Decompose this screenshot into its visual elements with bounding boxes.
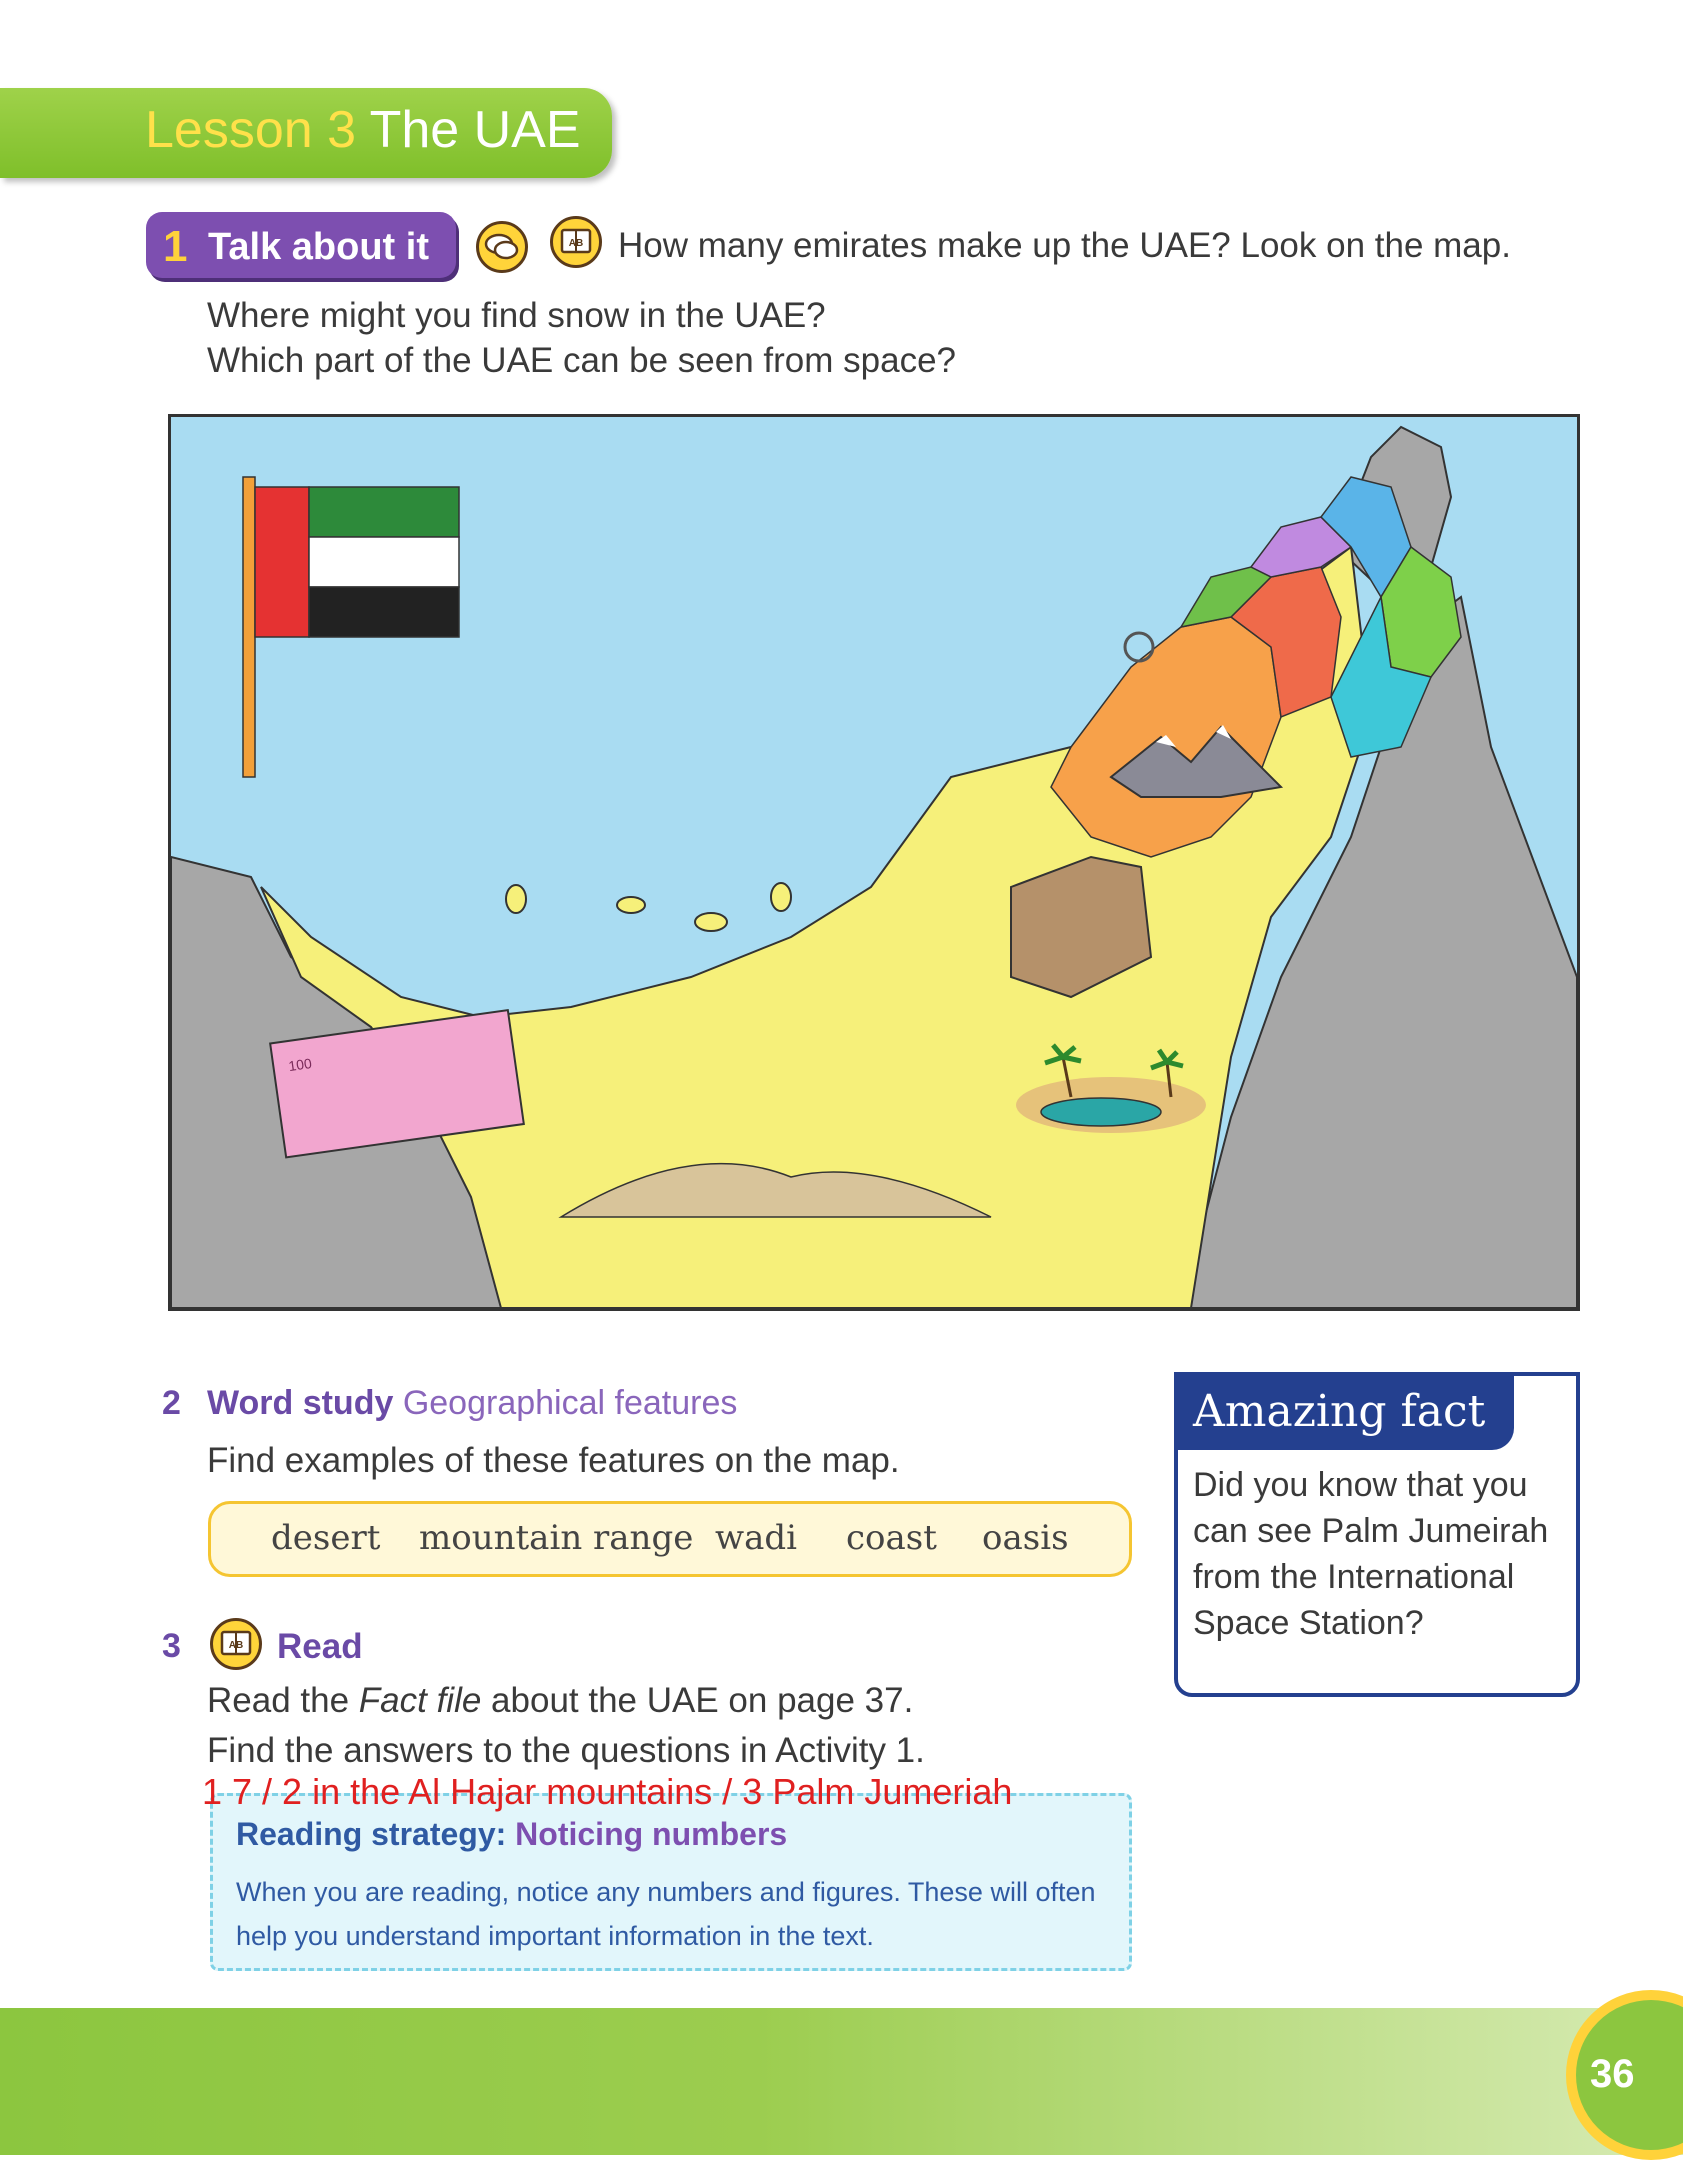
island xyxy=(617,897,645,913)
activity-1-number: 1 xyxy=(163,222,188,271)
read-line1-post: about the UAE on page 37. xyxy=(481,1681,914,1720)
activity-2-number: 2 xyxy=(162,1384,181,1422)
word-wadi: wadi xyxy=(715,1518,798,1558)
word-study-title xyxy=(207,1384,737,1423)
oasis-water xyxy=(1041,1098,1161,1126)
word-study-subtitle: Geographical features xyxy=(402,1384,738,1422)
activity-3-number: 3 xyxy=(162,1627,181,1665)
activity-book-icon xyxy=(550,216,602,268)
fact-file-italic: Fact file xyxy=(358,1681,482,1720)
flag-black-band xyxy=(309,587,459,637)
lesson-title xyxy=(145,100,581,160)
read-instruction-1 xyxy=(207,1681,913,1721)
reading-strategy-label: Reading strategy: xyxy=(236,1816,507,1852)
uae-map-illustration xyxy=(171,417,1577,1308)
banknote-value: 100 xyxy=(287,1054,313,1075)
activity-book-icon xyxy=(210,1618,262,1670)
read-instruction-2: Find the answers to the questions in Activity 1. xyxy=(207,1731,925,1770)
book-icon-text: AB xyxy=(228,1640,244,1651)
island xyxy=(695,913,727,931)
read-title: Read xyxy=(277,1627,363,1666)
question-snow: Where might you find snow in the UAE? xyxy=(207,296,826,335)
book-icon-text: AB xyxy=(568,238,584,249)
word-mountain-range: mountain range xyxy=(419,1518,694,1558)
reading-strategy-title xyxy=(236,1816,787,1853)
flag-pole xyxy=(243,477,255,777)
word-study-instruction: Find examples of these features on the map. xyxy=(207,1441,900,1480)
footer-bar xyxy=(0,2008,1683,2155)
amazing-fact-text: Did you know that you can see Palm Jumeirah from the International Space Station? xyxy=(1193,1466,1549,1642)
lesson-number: Lesson 3 xyxy=(145,101,357,159)
word-study-label: Word study xyxy=(207,1384,394,1422)
amazing-fact-title: Amazing fact xyxy=(1193,1386,1486,1437)
answer-annotation: 1 7 / 2 in the Al Hajar mountains / 3 Palm Jumeriah xyxy=(202,1771,1013,1812)
island xyxy=(771,883,791,911)
lesson-name: The UAE xyxy=(369,101,581,159)
question-emirates: How many emirates make up the UAE? Look on the map. xyxy=(618,226,1511,265)
word-desert: desert xyxy=(271,1518,381,1558)
word-coast: coast xyxy=(846,1518,937,1558)
flag-white-band xyxy=(309,537,459,587)
reading-strategy-subtitle: Noticing numbers xyxy=(515,1816,788,1852)
page-number: 36 xyxy=(1590,2052,1635,2096)
uae-map xyxy=(168,414,1580,1311)
question-space: Which part of the UAE can be seen from space? xyxy=(207,341,956,380)
flag-green-band xyxy=(309,487,459,537)
word-oasis: oasis xyxy=(982,1518,1069,1558)
talk-about-it-label: Talk about it xyxy=(208,226,429,268)
island xyxy=(506,885,526,913)
reading-strategy-text: When you are reading, notice any numbers and figures. These will often help you understand important information in the text. xyxy=(236,1877,1096,1951)
flag-red-band xyxy=(255,487,309,637)
read-line1-pre: Read the xyxy=(207,1681,359,1720)
speech-bubbles-icon xyxy=(476,221,528,273)
